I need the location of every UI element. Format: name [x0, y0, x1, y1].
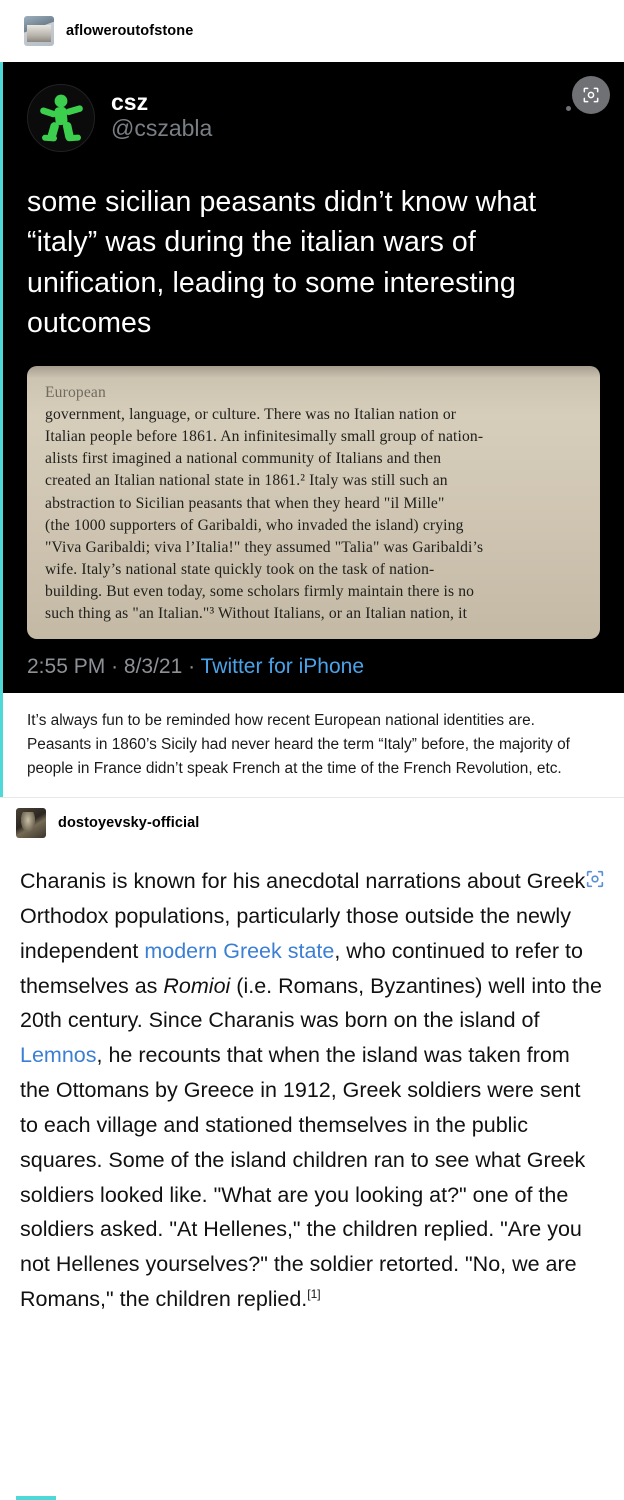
paragraph-segment: , who continued to refer to themselves as	[20, 938, 583, 998]
post-header-afloweroutofstone[interactable]	[0, 0, 624, 62]
paragraph-segment: , he recounts that when the island was taken from the Ottomans by Greece in 1912, Greek soldiers were sent to each village and stationed themselves in the public squares. Some of the island children ran to see what Greek soldiers looked like. "What are you looking at?" one of the soldiers asked. "At Hellenes," the children replied. "Are you not Hellenes yourselves?" the soldier retorted. "No, we are Romans," the children replied.	[20, 1043, 586, 1311]
google-lens-icon[interactable]	[580, 864, 610, 894]
scan-line: (the 1000 supporters of Garibaldi, who invaded the island) crying	[45, 516, 464, 534]
photo-avatar-icon[interactable]	[16, 808, 46, 838]
scan-line: Italian people before 1861. An infinitesimally small group of nation-	[45, 428, 484, 446]
link-lemnos[interactable]: Lemnos	[20, 1043, 97, 1068]
tweet-date: 8/3/21	[123, 655, 183, 679]
book-page-scan[interactable]	[27, 366, 600, 640]
scan-line: such thing as "an Italian."³ Without Italians, or an Italian nation, it	[45, 605, 468, 623]
post-commentary	[0, 693, 624, 797]
tweet-handle: @cszabla	[111, 114, 213, 141]
paragraph-segment: (i.e. Romans, Byzantines) well into the 20th century. Since Charanis was born on the island of	[20, 973, 602, 1033]
emphasis-romioi: Romioi	[163, 973, 231, 998]
paragraph-segment: Charanis is known for his anecdotal narrations about Greek Orthodox populations, particularly those outside the newly independent	[20, 869, 586, 963]
meta-separator: ·	[188, 655, 196, 679]
tweet-text: some sicilian peasants didn’t know what “italy” was during the italian wars of unification, leading to some interesting outcomes	[27, 186, 537, 340]
scan-line: alists first imagined a national community of Italians and then	[45, 450, 442, 468]
post-body	[0, 848, 624, 1327]
scan-line: abstraction to Sicilian peasants that when they heard "il Mille"	[45, 494, 445, 512]
scan-line: created an Italian national state in 1861.² Italy was still such an	[45, 472, 448, 490]
scan-shadow	[27, 366, 600, 378]
tweet-meta	[27, 655, 600, 679]
scan-line: European	[45, 383, 106, 401]
tweet-screenshot-card	[0, 62, 624, 693]
photo-avatar-icon[interactable]	[24, 16, 54, 46]
tweet-source[interactable]: Twitter for iPhone	[200, 655, 365, 679]
tweet-author-row	[27, 84, 600, 152]
post-header-dostoyevsky-official[interactable]	[0, 797, 624, 848]
scan-line: government, language, or culture. There was no Italian nation or	[45, 406, 457, 424]
blog-name[interactable]: dostoyevsky-official	[58, 815, 200, 832]
post-paragraph	[20, 864, 604, 1317]
tweet-time: 2:55 PM	[27, 655, 106, 679]
scan-line: building. But even today, some scholars firmly maintain there is no	[45, 583, 475, 601]
tweet-names	[111, 84, 212, 142]
commentary-text: It’s always fun to be reminded how recent European national identities are. Peasants in 1860’s Sicily had never heard the term “Italy” before, the majority of people in France didn’t speak French at the time of the French Revolution, etc.	[27, 712, 570, 778]
accent-rule	[16, 1496, 56, 1500]
google-lens-icon[interactable]	[572, 76, 610, 114]
scan-line: "Viva Garibaldi; viva l’Italia!" they assumed "Talia" was Garibaldi’s	[45, 538, 484, 556]
ampelmann-avatar-icon[interactable]	[27, 84, 95, 152]
link-modern-greek-state[interactable]: modern Greek state	[144, 938, 335, 963]
scan-line: wife. Italy’s national state quickly took on the task of nation-	[45, 561, 435, 578]
footnote-marker[interactable]: [1]	[307, 1286, 321, 1301]
tweet-display-name: csz	[111, 89, 149, 115]
meta-separator: ·	[111, 655, 119, 679]
blog-name[interactable]: afloweroutofstone	[66, 23, 194, 39]
